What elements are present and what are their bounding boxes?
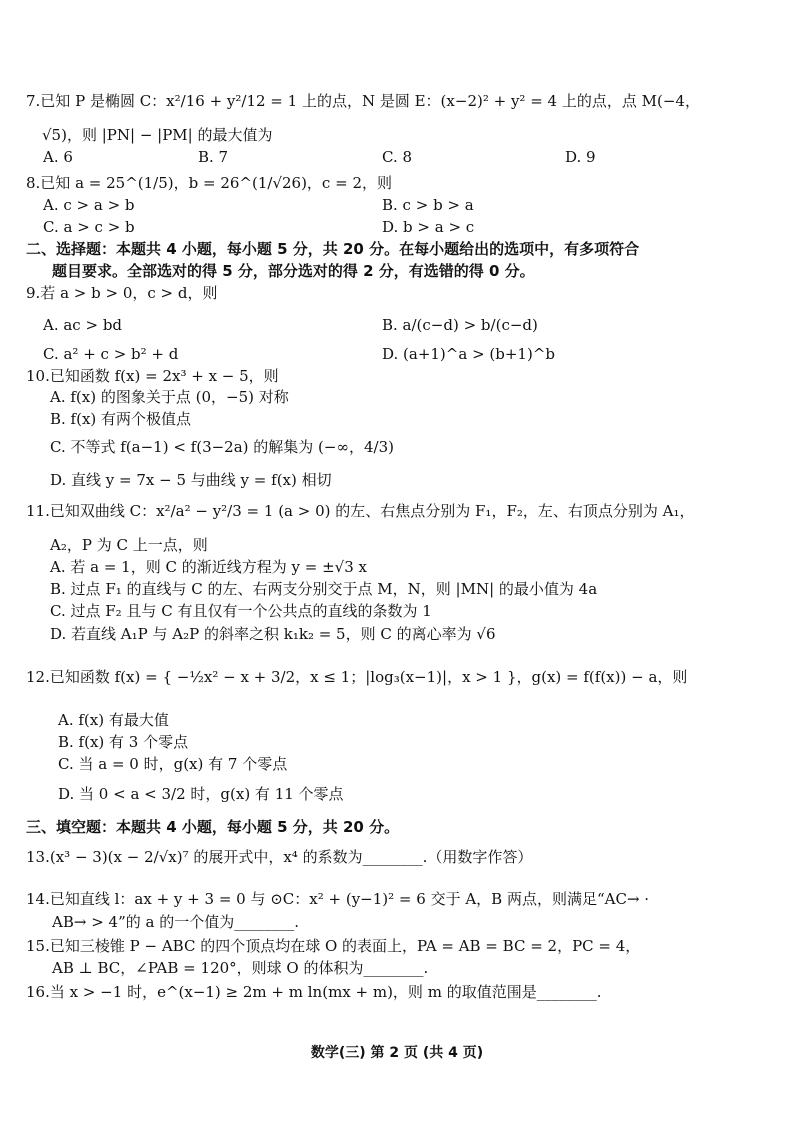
question-15-stem: 15.已知三棱锥 P − ABC 的四个顶点均在球 O 的表面上，PA = AB = BC = 2，PC = 4， [26, 937, 641, 955]
question-9-option-a: A. ac > bd [43, 316, 123, 334]
question-7-option-a: A. 6 [43, 148, 73, 166]
question-11-option-d: D. 若直线 A₁P 与 A₂P 的斜率之积 k₁k₂ = 5，则 C 的离心率为 √6 [50, 625, 496, 643]
section-3-heading: 三、填空题：本题共 4 小题，每小题 5 分，共 20 分。 [26, 818, 400, 836]
question-12-option-c: C. 当 a = 0 时，g(x) 有 7 个零点 [58, 755, 288, 773]
question-8-option-d: D. b > a > c [382, 218, 475, 236]
question-14-stem: 14.已知直线 l：ax + y + 3 = 0 与 ⊙C：x² + (y−1)² = 6 交于 A，B 两点，则满足“AC→ · [26, 890, 650, 908]
question-9-stem: 9.若 a > b > 0，c > d，则 [26, 284, 218, 302]
question-8-stem: 8.已知 a = 25^(1/5)，b = 26^(1/√26)，c = 2，则 [26, 174, 392, 192]
question-10-option-d: D. 直线 y = 7x − 5 与曲线 y = f(x) 相切 [50, 471, 332, 489]
question-9-option-b: B. a/(c−d) > b/(c−d) [382, 316, 538, 334]
question-11-stem: 11.已知双曲线 C：x²/a² − y²/3 = 1 (a > 0) 的左、右焦点分别为 F₁，F₂，左、右顶点分别为 A₁， [26, 502, 695, 520]
question-7-stem-cont: √5)，则 |PN| − |PM| 的最大值为 [42, 126, 273, 144]
question-9-option-d: D. (a+1)^a > (b+1)^b [382, 345, 555, 363]
question-10-option-c: C. 不等式 f(a−1) < f(3−2a) 的解集为 (−∞，4/3) [50, 438, 394, 456]
question-13-stem: 13.(x³ − 3)(x − 2/√x)⁷ 的展开式中，x⁴ 的系数为________.（用数字作答） [26, 848, 533, 866]
question-7-stem: 7.已知 P 是椭圆 C：x²/16 + y²/12 = 1 上的点，N 是圆 E：(x−2)² + y² = 4 上的点，点 M(−4， [26, 92, 700, 110]
question-12-stem: 12.已知函数 f(x) = { −½x² − x + 3/2，x ≤ 1；|log₃(x−1)|，x > 1 }，g(x) = f(f(x)) − a，则 [26, 668, 688, 686]
question-8-option-c: C. a > c > b [43, 218, 135, 236]
question-15-stem-cont: AB ⊥ BC，∠PAB = 120°，则球 O 的体积为________. [52, 959, 429, 977]
page-footer: 数学(三) 第 2 页 (共 4 页) [310, 1045, 484, 1061]
question-11-stem-cont: A₂，P 为 C 上一点，则 [50, 536, 208, 554]
question-9-option-c: C. a² + c > b² + d [43, 345, 179, 363]
question-12-option-b: B. f(x) 有 3 个零点 [58, 733, 189, 751]
section-2-heading-cont: 题目要求。全部选对的得 5 分，部分选对的得 2 分，有选错的得 0 分。 [52, 262, 535, 280]
question-11-option-b: B. 过点 F₁ 的直线与 C 的左、右两支分别交于点 M，N，则 |MN| 的最小值为 4a [50, 580, 598, 598]
question-16-stem: 16.当 x > −1 时，e^(x−1) ≥ 2m + m ln(mx + m)，则 m 的取值范围是________. [26, 983, 602, 1001]
question-12-option-d: D. 当 0 < a < 3/2 时，g(x) 有 11 个零点 [58, 785, 344, 803]
question-7-option-b: B. 7 [198, 148, 229, 166]
question-10-option-a: A. f(x) 的图象关于点 (0，−5) 对称 [50, 388, 289, 406]
question-7-option-c: C. 8 [382, 148, 413, 166]
question-10-option-b: B. f(x) 有两个极值点 [50, 410, 192, 428]
question-8-option-a: A. c > a > b [43, 196, 135, 214]
question-14-stem-cont: AB→ > 4”的 a 的一个值为________. [52, 913, 299, 931]
question-10-stem: 10.已知函数 f(x) = 2x³ + x − 5，则 [26, 367, 279, 385]
section-2-heading: 二、选择题：本题共 4 小题，每小题 5 分，共 20 分。在每小题给出的选项中，有多项符合 [26, 240, 640, 258]
question-12-option-a: A. f(x) 有最大值 [58, 711, 169, 729]
question-7-option-d: D. 9 [565, 148, 596, 166]
question-8-option-b: B. c > b > a [382, 196, 474, 214]
question-11-option-c: C. 过点 F₂ 且与 C 有且仅有一个公共点的直线的条数为 1 [50, 602, 432, 620]
question-11-option-a: A. 若 a = 1，则 C 的渐近线方程为 y = ±√3 x [50, 558, 367, 576]
